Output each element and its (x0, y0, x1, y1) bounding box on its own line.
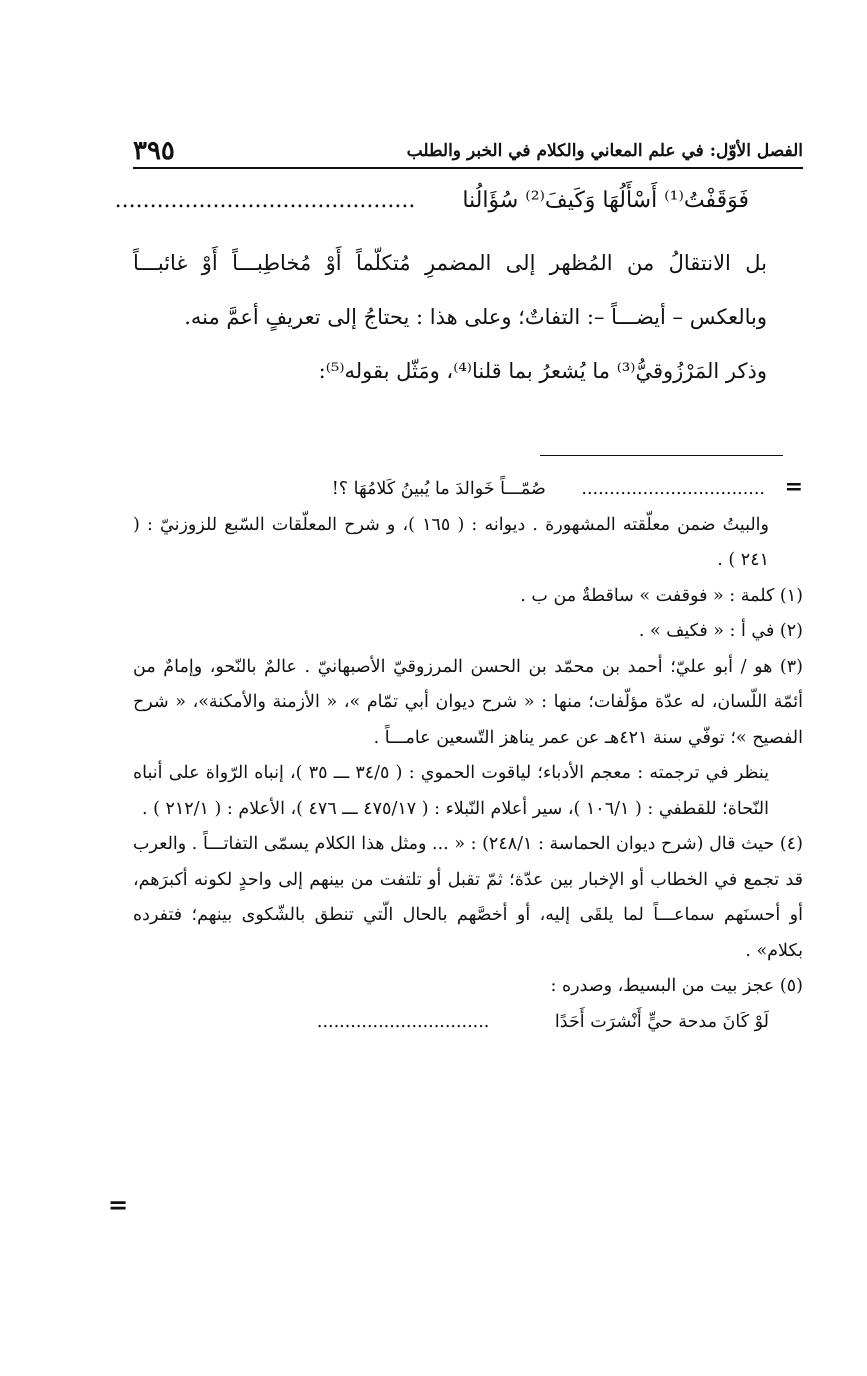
footnote-3-sources: ينظر في ترجمته : معجم الأدباء؛ لياقوت الحموي : ( ٣٤/٥ ـــ ٣٥ )، إنباه الرّواة على أنباه النّحاة؛ للقطفي : ( ١٠٦/١ )، سير أعلام النّبلاء : ( ٤٧٥/١٧ ـــ ٤٧٦ )، الأعلام : ( ٢١٢/١ ) . (133, 763, 769, 819)
page-header (133, 136, 803, 166)
footnote-2: (٢) في أ : « فكيف » . (638, 621, 803, 641)
footnote-5: (٥) عجز بيت من البسيط، وصدره : (550, 976, 803, 996)
footnote-verse (133, 470, 803, 508)
continuation-mark: = (108, 1190, 129, 1219)
footnote-3: (٣) هو / أبو عليّ؛ أحمد بن محمّد بن الحسن المرزوقيّ الأصبهانيّ . عالمٌ بالنّحو، وإمامٌ من أئمّة اللّسان، له عدّة مؤلّفات؛ منها : « شرح ديوان أبي تمّام »، « الأزمنة والأمكنة»، « شرح الفصيح »؛ توفّي سنة ٤٢١هـ عن عمر يناهز التّسعين عامـــاً . (133, 656, 803, 748)
footnotes (133, 470, 803, 1040)
continuation-mark: = (784, 474, 803, 500)
verse-text: لَوْ كَانَ مدحة حيٍّ أَنْشرَت أَحَدًا (554, 1011, 769, 1032)
paragraph: وذكر المَرْزُوقيُّ⁽³⁾ ما يُشعرُ بما قلنا⁽⁴⁾، ومَثّل بقوله⁽⁵⁾: (318, 359, 767, 383)
verse-ellipsis: ........................................... (114, 188, 416, 213)
verse-dots: ................................. (581, 479, 765, 499)
footnote-1: (١) كلمة : « فوقفت » ساقطةٌ من ب . (520, 585, 803, 606)
verse-dots: ............................... (316, 1011, 490, 1032)
main-text (133, 236, 803, 398)
running-title: الفصل الأوّل: في علم المعاني والكلام في الخبر والطلب (406, 141, 803, 161)
paragraph: بل الانتقالُ من المُظهر إلى المضمرِ مُتكلّماً أَوْ مُخاطِبـــاً أَوْ غائبـــاً وبالعكس – أيضـــاً –: التفاتٌ؛ وعلى هذا : يحتاجُ إلى تعريفٍ أعمَّ منه. (133, 251, 767, 329)
header-rule (133, 167, 803, 169)
verse-line (115, 188, 749, 213)
footnote-4: (٤) حيث قال (شرح ديوان الحماسة : ٢٤٨/١) : « ... ومثل هذا الكلام يسمّى التفاتـــاً . والعرب قد تجمع في الخطاب أو الإخبار بين عدّة؛ ثمّ تقبل أو تلتفت من بينهم إلى واحدٍ لكونه أكبرَهم، أو أحسنَهم سماعـــاً لما يلقَى إليه، أو أخصَّهم بالحال الّتي تنطق بالشّكوى بينهم؛ فتفرده بكلام» . (133, 834, 803, 961)
footnote-separator (540, 455, 783, 456)
verse-text: صُمّـــاً خَوالدَ ما يُبينُ كَلامُهَا ؟! (331, 479, 546, 499)
footnote-5-verse (133, 1005, 803, 1041)
page-number: ٣٩٥ (133, 136, 175, 166)
footnote-continuation: والبيتُ ضمن معلّقته المشهورة . ديوانه : ( ١٦٥ )، و شرح المعلّقات السّبع للزوزنيّ : ( ٢٤١ ) . (133, 514, 770, 570)
verse-first-half: فَوَقَفْتُ⁽¹⁾ أَسْأَلُهَا وَكَيفَ⁽²⁾ سُؤَالُنا (462, 188, 749, 213)
